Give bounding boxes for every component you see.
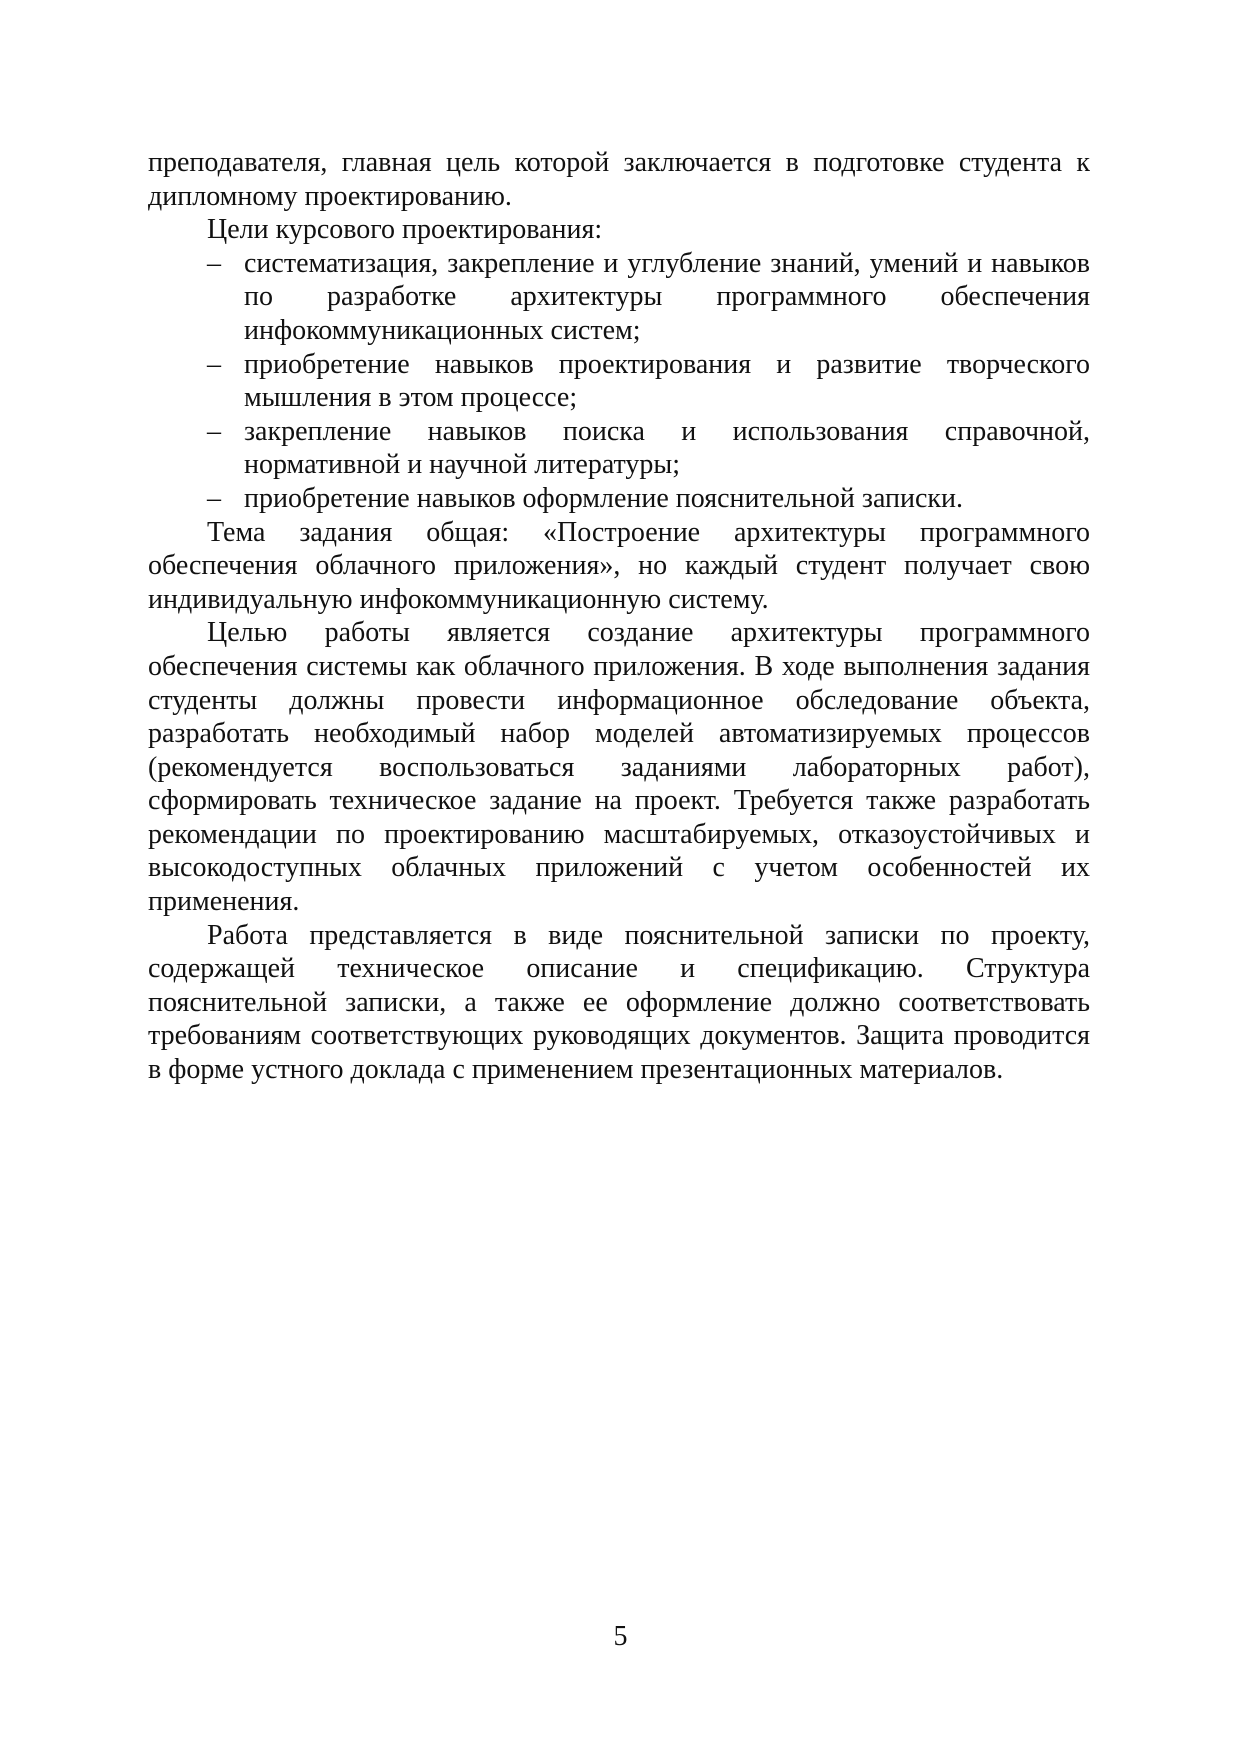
list-item-text: закрепление навыков поиска и использования справочной, нормативной и научной литературы; [244, 415, 1090, 481]
list-item [148, 482, 1090, 516]
list-item [148, 247, 1090, 348]
dash-bullet-icon: – [207, 482, 221, 514]
paragraph-goals-heading: Цели курсового проектирования: [207, 214, 603, 246]
list-item [148, 348, 1090, 415]
list-item-text: систематизация, закрепление и углубление знаний, умений и навыков по разработке архитектуры программного обеспечения инфокоммуникационных систем; [244, 247, 1090, 346]
paragraph-work-goal: Целью работы является создание архитектуры программного обеспечения системы как облачного приложения. В ходе выполнения задания студенты должны провести информационное обследование объекта, разработать необходимый набор моделей автоматизируемых процессов (рекомендуется воспользоваться заданиями лабораторных работ), сформировать техническое задание на проект. Требуется также разработать рекомендации по проектированию масштабируемых, отказоустойчивых и высокодоступных облачных приложений с учетом особенностей их применения. [148, 617, 1090, 918]
dash-bullet-icon: – [207, 247, 221, 279]
list-item-text: приобретение навыков проектирования и развитие творческого мышления в этом процессе; [244, 348, 1090, 414]
goals-list [148, 247, 1090, 516]
page-number: 5 [613, 1621, 628, 1652]
paragraph-continuation: преподавателя, главная цель которой заключается в подготовке студента к дипломному проектированию. [148, 147, 1090, 212]
list-item-text: приобретение навыков оформление пояснительной записки. [244, 482, 963, 514]
body-text [148, 146, 1090, 1087]
paragraph-work-presentation: Работа представляется в виде пояснительной записки по проекту, содержащей техническое описание и спецификацию. Структура пояснительной записки, а также ее оформление должно соответствовать требованиям соответствующих руководящих документов. Защита проводится в форме устного доклада с применением презентационных материалов. [148, 919, 1090, 1086]
dash-bullet-icon: – [207, 348, 221, 380]
paragraph-assignment-topic: Тема задания общая: «Построение архитектуры программного обеспечения облачного приложения», но каждый студент получает свою индивидуальную инфокоммуникационную систему. [148, 516, 1090, 615]
list-item [148, 415, 1090, 482]
dash-bullet-icon: – [207, 415, 221, 447]
